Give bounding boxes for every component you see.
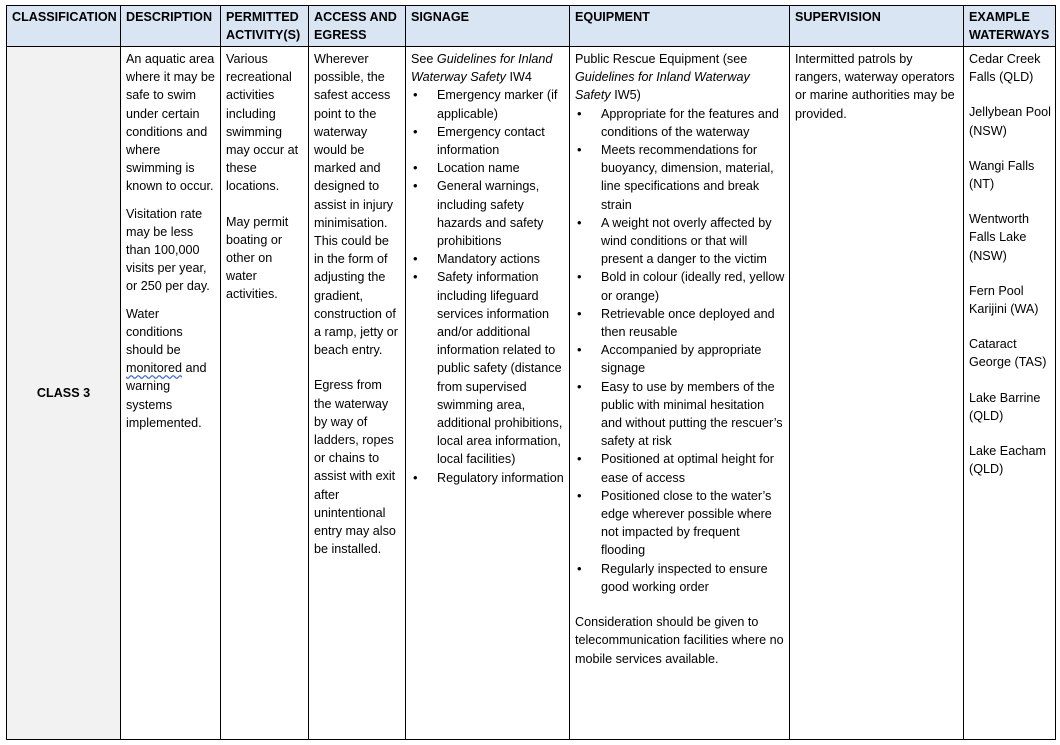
header-classification: CLASSIFICATION — [7, 6, 121, 47]
list-item: • Positioned close to the water’s edge wherever possible where not impacted by frequent flooding — [575, 487, 785, 560]
description-conditions — [126, 305, 216, 432]
access-text: Wherever possible, the safest access point to the waterway would be marked and designed to assist in injury minimisation. This could be in the form of adjusting the gradient, construction of a ramp, jetty or beach entry. — [314, 52, 398, 358]
description-conditions-end: and warning systems implemented. — [126, 361, 207, 430]
list-item: • Bold in colour (ideally red, yellow or orange) — [575, 268, 785, 304]
signage-list — [411, 86, 565, 486]
signage-intro — [411, 50, 565, 86]
list-item: • General warnings, including safety hazards and safety prohibitions — [411, 177, 565, 250]
examples-cell — [964, 47, 1056, 740]
equipment-list — [575, 105, 785, 596]
list-item: • Retrievable once deployed and then reusable — [575, 305, 785, 341]
example-waterway: Lake Eacham (QLD) — [969, 444, 1047, 477]
permitted-text: Various recreational activities including swimming may occur at these locations. — [226, 52, 299, 194]
list-item: • Easy to use by members of the public with minimal hesitation and without putting the rescuer’s safety at risk — [575, 378, 785, 451]
list-item: • Emergency contact information — [411, 123, 565, 159]
example-waterway: Lake Barrine (QLD) — [969, 390, 1041, 423]
list-item: • A weight not overly affected by wind conditions or that will present a danger to the victim — [575, 214, 785, 269]
example-waterway: Fern Pool Karijini (WA) — [969, 283, 1039, 317]
list-item: • Location name — [411, 159, 565, 177]
description-conditions-start: Water conditions should be — [126, 306, 183, 358]
header-supervision: SUPERVISION — [790, 6, 964, 47]
access-cell — [309, 47, 406, 740]
list-item: • Safety information including lifeguard services information and/or additional information related to public safety (distance from supervised swimming area, additional prohibitions, local area information, local facilities) — [411, 268, 565, 468]
signage-guideline-title: Guidelines for Inland Waterway Safety — [411, 52, 553, 85]
example-waterway: Cedar Creek Falls (QLD) — [969, 52, 1041, 85]
list-item: • Regularly inspected to ensure good working order — [575, 560, 785, 596]
permitted-boating: May permit boating or other on water activities. — [226, 214, 289, 302]
description-text: An aquatic area where it may be safe to swim under certain conditions and where swimming is known to occur. — [126, 52, 215, 194]
supervision-text: Intermitted patrols by rangers, waterway operators or marine authorities may be provided. — [795, 52, 955, 121]
header-example-waterways: EXAMPLE WATERWAYS — [964, 6, 1056, 47]
equipment-intro — [575, 50, 785, 105]
equipment-guideline-title: Guidelines for Inland Waterway Safety — [575, 70, 750, 103]
list-item: • Appropriate for the features and conditions of the waterway — [575, 105, 785, 141]
example-waterway: Jellybean Pool (NSW) — [969, 105, 1051, 138]
equipment-note: Consideration should be given to telecommunication facilities where no mobile services available. — [575, 615, 784, 666]
list-item: • Meets recommendations for buoyancy, dimension, material, line specifications and break strain — [575, 141, 785, 214]
equipment-intro-pre: Public Rescue Equipment (see — [575, 52, 748, 66]
description-visitation: Visitation rate may be less than 100,000 visits per year, or 250 per day. — [126, 206, 210, 294]
supervision-cell — [790, 47, 964, 740]
spellcheck-word: monitored — [126, 361, 183, 376]
signage-see: See — [411, 52, 437, 66]
waterway-classification-table — [6, 5, 1056, 740]
header-equipment: EQUIPMENT — [570, 6, 790, 47]
description-cell — [121, 47, 221, 740]
egress-text: Egress from the waterway by way of ladders, ropes or chains to assist with exit after unintentional entry may also be installed. — [314, 378, 396, 557]
signage-cell — [406, 47, 570, 740]
list-item: • Regulatory information — [411, 469, 565, 487]
header-row — [7, 6, 1056, 47]
header-signage: SIGNAGE — [406, 6, 570, 47]
header-description: DESCRIPTION — [121, 6, 221, 47]
table-row — [7, 47, 1056, 740]
header-permitted-activity: PERMITTED ACTIVITY(S) — [221, 6, 309, 47]
classification-cell: CLASS 3 — [7, 47, 121, 740]
example-waterway: Wangi Falls (NT) — [969, 158, 1035, 192]
permitted-cell — [221, 47, 309, 740]
header-access-egress: ACCESS AND EGRESS — [309, 6, 406, 47]
list-item: • Positioned at optimal height for ease of access — [575, 450, 785, 486]
equipment-cell — [570, 47, 790, 740]
signage-code: IW4 — [505, 70, 532, 85]
list-item: • Mandatory actions — [411, 250, 565, 268]
list-item: • Accompanied by appropriate signage — [575, 341, 785, 377]
list-item: • Emergency marker (if applicable) — [411, 86, 565, 122]
equipment-code: IW5) — [610, 88, 641, 103]
example-waterway: Cataract George (TAS) — [969, 337, 1047, 370]
example-waterway: Wentworth Falls Lake (NSW) — [969, 212, 1029, 263]
